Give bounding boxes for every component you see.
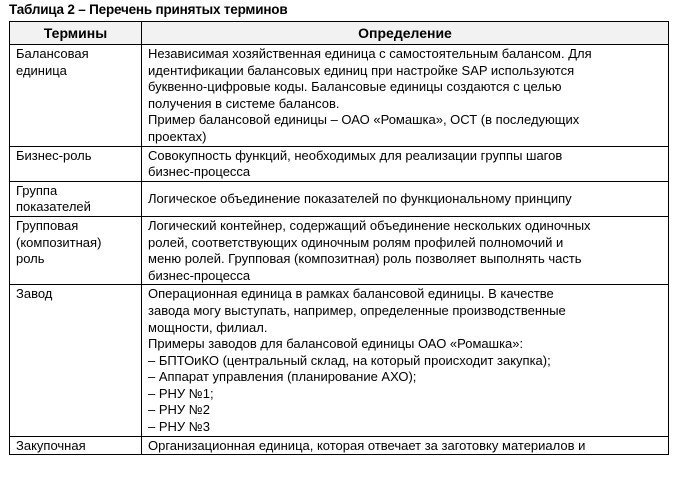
table-row-purchasing — [10, 436, 669, 455]
definition-text: – РНУ №3 — [148, 419, 210, 435]
term-cell — [10, 146, 142, 181]
definition-text: меню ролей. Групповая (композитная) роль позволяет выполнять часть — [148, 251, 582, 267]
table-row-plant — [10, 285, 669, 436]
term-cell — [10, 436, 142, 455]
term-text: Закупочная — [16, 437, 86, 453]
definition-text: Логический контейнер, содержащий объединение нескольких одиночных — [148, 217, 591, 233]
definition-cell — [142, 216, 669, 284]
table-row-composite-role — [10, 216, 669, 284]
terms-table — [9, 21, 669, 455]
term-text: Завод — [16, 286, 53, 302]
header-terms: Термины — [10, 22, 142, 45]
definition-cell — [142, 45, 669, 147]
definition-text: Примеры заводов для балансовой единицы ОАО «Ромашка»: — [148, 336, 524, 352]
term-cell — [10, 181, 142, 216]
table-caption: Таблица 2 – Перечень принятых терминов — [9, 2, 288, 17]
definition-text: проектах) — [148, 128, 207, 144]
term-text: единица — [16, 62, 67, 78]
definition-text: ролей, соответствующих одиночным ролям профилей полномочий и — [148, 234, 564, 250]
definition-text: идентификации балансовых единиц при настройке SAP используются — [148, 62, 575, 78]
header-definition: Определение — [142, 22, 669, 45]
table-row-balance-unit — [10, 45, 669, 147]
term-text: показателей — [16, 199, 91, 215]
term-text: (композитная) — [16, 234, 102, 250]
term-text: Группа — [16, 182, 58, 198]
term-cell — [10, 216, 142, 284]
definition-text: – РНУ №2 — [148, 402, 210, 418]
term-text: роль — [16, 251, 45, 267]
definition-cell — [142, 436, 669, 455]
term-cell — [10, 45, 142, 147]
definition-text: Независимая хозяйственная единица с самостоятельным балансом. Для — [148, 46, 592, 61]
definition-text: Пример балансовой единицы – ОАО «Ромашка», ОСТ (в последующих — [148, 112, 580, 128]
definition-text: получения в системе балансов. — [148, 95, 340, 111]
definition-text: Организационная единица, которая отвечает за заготовку материалов и — [148, 437, 586, 453]
definition-text: – БПТОиКО (центральный склад, на который происходит закупка); — [148, 352, 551, 368]
definition-text: мощности, филиал. — [148, 319, 268, 335]
table-row-business-role — [10, 146, 669, 181]
definition-text: Совокупность функций, необходимых для реализации группы шагов — [148, 147, 563, 163]
definition-text: бизнес-процесса — [148, 164, 251, 180]
term-cell — [10, 285, 142, 436]
definition-text: – Аппарат управления (планирование АХО); — [148, 369, 417, 385]
definition-text: Операционная единица в рамках балансовой единицы. В качестве — [148, 286, 554, 302]
definition-text: завода могу выступать, например, определенные производственные — [148, 302, 566, 318]
definition-cell — [142, 285, 669, 436]
definition-text: Логическое объединение показателей по функциональному принципу — [148, 191, 572, 207]
definition-cell — [142, 146, 669, 181]
definition-text: бизнес-процесса — [148, 267, 251, 283]
definition-text: – РНУ №1; — [148, 385, 214, 401]
term-text: Бизнес-роль — [16, 147, 92, 163]
table-header-row — [10, 22, 669, 45]
definition-cell — [142, 181, 669, 216]
definition-text: буквенно-цифровые коды. Балансовые единицы создаются с целью — [148, 79, 562, 95]
table-row-indicator-group — [10, 181, 669, 216]
term-text: Балансовая — [16, 46, 89, 61]
term-text: Групповая — [16, 217, 79, 233]
